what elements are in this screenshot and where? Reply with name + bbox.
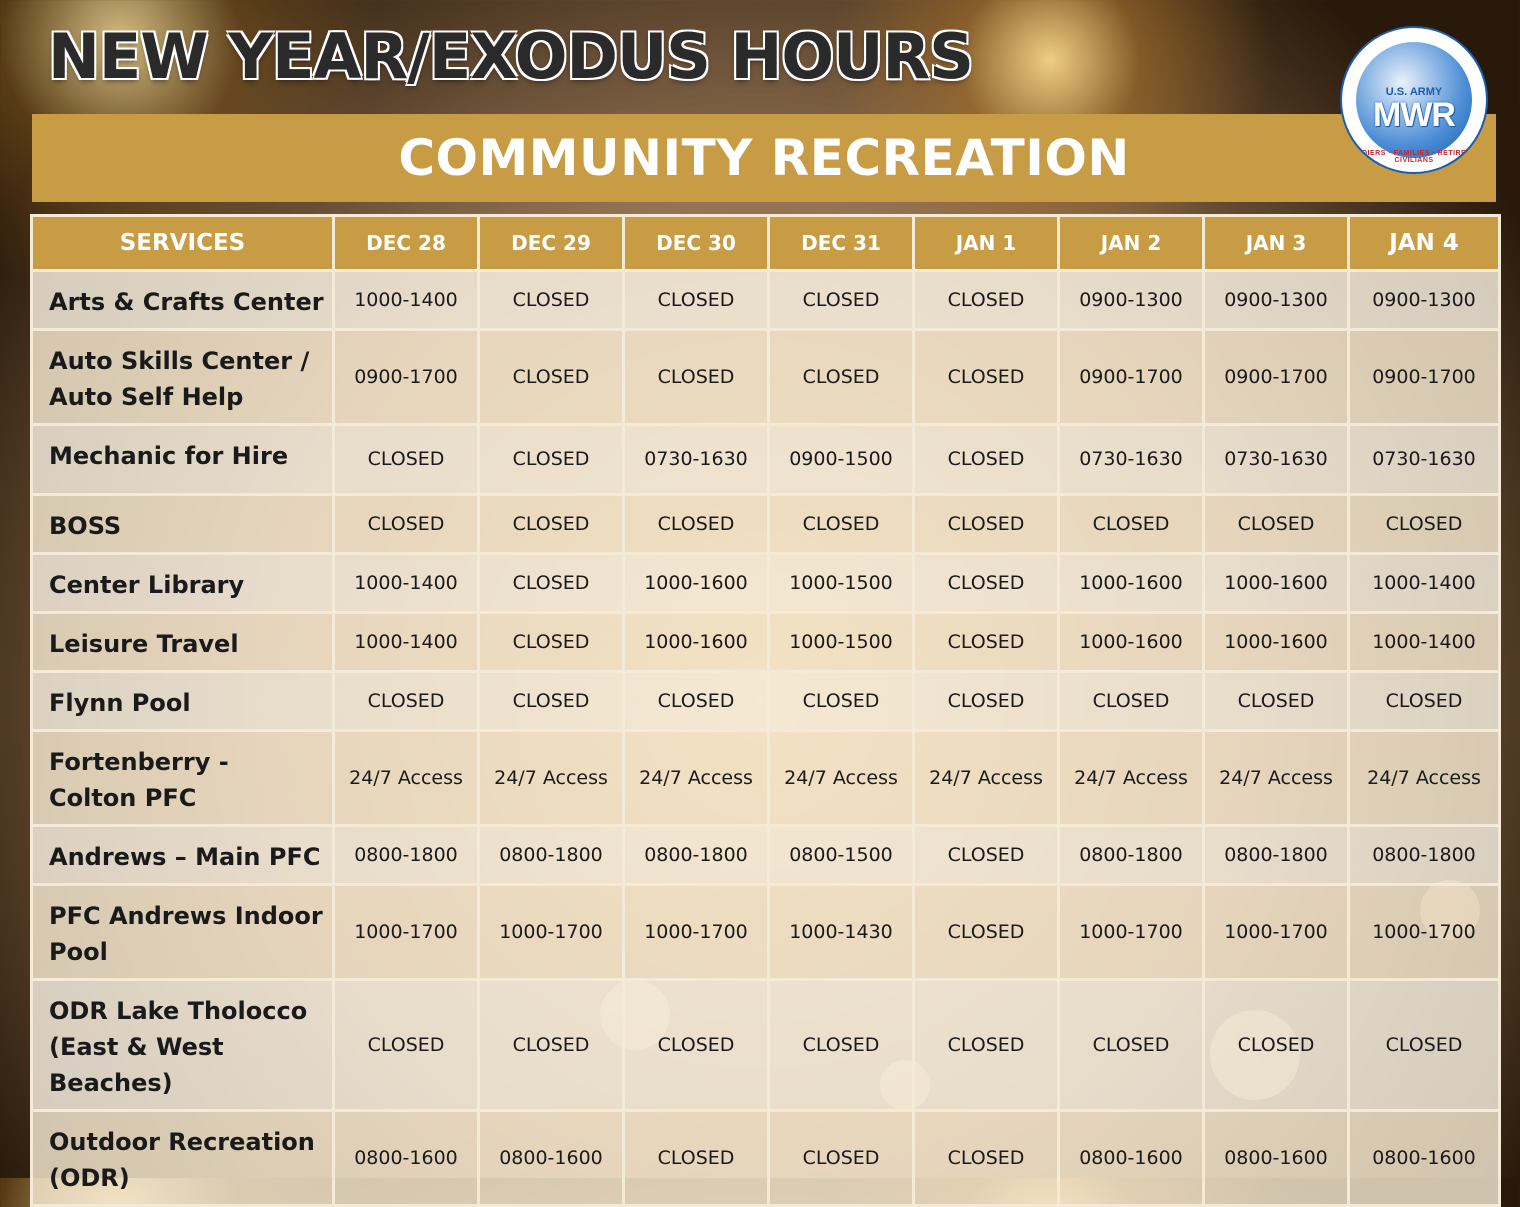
section-title: COMMUNITY RECREATION <box>398 129 1130 187</box>
hours-table <box>30 214 1501 1207</box>
hours-cell: 1000-1400 <box>334 271 479 330</box>
column-header-date: JAN 1 <box>914 216 1059 271</box>
table-body <box>32 271 1500 1206</box>
hours-cell: CLOSED <box>769 271 914 330</box>
page-title: NEW YEAR/EXODUS HOURS <box>48 20 973 93</box>
hours-cell: 0800-1800 <box>1059 826 1204 885</box>
hours-cell: 1000-1600 <box>624 613 769 672</box>
hours-cell: 1000-1700 <box>1204 885 1349 980</box>
hours-cell: CLOSED <box>479 554 624 613</box>
hours-cell: CLOSED <box>624 1111 769 1206</box>
hours-cell: 1000-1430 <box>769 885 914 980</box>
logo-top-text: U.S. ARMY <box>1385 86 1443 98</box>
hours-cell: 0900-1700 <box>1059 330 1204 425</box>
column-header-services: SERVICES <box>32 216 334 271</box>
column-header-date: DEC 30 <box>624 216 769 271</box>
hours-cell: 24/7 Access <box>914 731 1059 826</box>
hours-cell: 1000-1600 <box>1059 613 1204 672</box>
hours-cell: CLOSED <box>479 672 624 731</box>
hours-cell: CLOSED <box>479 425 624 495</box>
hours-cell: CLOSED <box>334 672 479 731</box>
hours-cell: 24/7 Access <box>479 731 624 826</box>
hours-cell: 24/7 Access <box>1204 731 1349 826</box>
service-name: Auto Skills Center / Auto Self Help <box>32 330 334 425</box>
service-name: Center Library <box>32 554 334 613</box>
column-header-date: DEC 28 <box>334 216 479 271</box>
hours-cell: CLOSED <box>334 425 479 495</box>
hours-cell: 1000-1400 <box>1349 613 1500 672</box>
hours-cell: 0900-1700 <box>1349 330 1500 425</box>
hours-cell: CLOSED <box>1204 672 1349 731</box>
hours-cell: 1000-1400 <box>1349 554 1500 613</box>
hours-cell: CLOSED <box>1204 980 1349 1111</box>
table-row <box>32 425 1500 495</box>
hours-cell: 0900-1700 <box>1204 330 1349 425</box>
hours-cell: CLOSED <box>1059 495 1204 554</box>
service-name: Outdoor Recreation (ODR) <box>32 1111 334 1206</box>
service-name: Fortenberry - Colton PFC <box>32 731 334 826</box>
hours-cell: CLOSED <box>1059 672 1204 731</box>
hours-cell: 1000-1600 <box>1204 613 1349 672</box>
hours-cell: 0800-1600 <box>334 1111 479 1206</box>
hours-cell: 0900-1300 <box>1204 271 1349 330</box>
hours-cell: CLOSED <box>1204 495 1349 554</box>
service-name: Leisure Travel <box>32 613 334 672</box>
hours-cell: CLOSED <box>769 1111 914 1206</box>
hours-cell: CLOSED <box>769 330 914 425</box>
hours-cell: CLOSED <box>479 980 624 1111</box>
hours-cell: CLOSED <box>334 980 479 1111</box>
hours-cell: CLOSED <box>1349 672 1500 731</box>
table-row <box>32 613 1500 672</box>
hours-cell: CLOSED <box>914 330 1059 425</box>
service-name: PFC Andrews Indoor Pool <box>32 885 334 980</box>
hours-cell: 1000-1400 <box>334 613 479 672</box>
hours-cell: CLOSED <box>624 495 769 554</box>
column-header-date: DEC 31 <box>769 216 914 271</box>
hours-cell: 0800-1600 <box>1204 1111 1349 1206</box>
hours-cell: 0800-1800 <box>479 826 624 885</box>
hours-cell: CLOSED <box>1059 980 1204 1111</box>
hours-cell: CLOSED <box>479 613 624 672</box>
table-row <box>32 554 1500 613</box>
hours-cell: 1000-1700 <box>479 885 624 980</box>
hours-cell: 24/7 Access <box>334 731 479 826</box>
column-header-date: JAN 2 <box>1059 216 1204 271</box>
hours-cell: CLOSED <box>914 271 1059 330</box>
hours-cell: CLOSED <box>914 425 1059 495</box>
hours-cell: CLOSED <box>914 495 1059 554</box>
hours-cell: 0730-1630 <box>624 425 769 495</box>
hours-cell: 1000-1500 <box>769 554 914 613</box>
army-mwr-logo <box>1340 26 1488 174</box>
table-row <box>32 885 1500 980</box>
column-header-date: JAN 4 <box>1349 216 1500 271</box>
hours-cell: CLOSED <box>769 980 914 1111</box>
hours-cell: 0800-1600 <box>1059 1111 1204 1206</box>
hours-cell: 0730-1630 <box>1059 425 1204 495</box>
hours-cell: CLOSED <box>624 271 769 330</box>
service-name: Andrews – Main PFC <box>32 826 334 885</box>
hours-cell: 0730-1630 <box>1349 425 1500 495</box>
hours-cell: 0900-1700 <box>334 330 479 425</box>
table-row <box>32 980 1500 1111</box>
hours-cell: 1000-1700 <box>334 885 479 980</box>
hours-cell: CLOSED <box>914 826 1059 885</box>
hours-cell: 1000-1700 <box>1349 885 1500 980</box>
hours-cell: 0800-1600 <box>1349 1111 1500 1206</box>
hours-cell: 0800-1600 <box>479 1111 624 1206</box>
service-name: Arts & Crafts Center <box>32 271 334 330</box>
hours-cell: 0800-1800 <box>624 826 769 885</box>
table-row <box>32 826 1500 885</box>
table-row <box>32 1111 1500 1206</box>
hours-cell: CLOSED <box>624 980 769 1111</box>
hours-cell: 1000-1600 <box>624 554 769 613</box>
hours-cell: CLOSED <box>914 672 1059 731</box>
hours-cell: CLOSED <box>334 495 479 554</box>
hours-cell: 24/7 Access <box>624 731 769 826</box>
hours-cell: 0800-1500 <box>769 826 914 885</box>
hours-cell: CLOSED <box>769 495 914 554</box>
hours-cell: 0900-1500 <box>769 425 914 495</box>
hours-cell: 1000-1600 <box>1059 554 1204 613</box>
hours-cell: CLOSED <box>479 271 624 330</box>
hours-cell: 1000-1400 <box>334 554 479 613</box>
hours-cell: 1000-1700 <box>624 885 769 980</box>
hours-cell: 0800-1800 <box>1349 826 1500 885</box>
hours-cell: 1000-1700 <box>1059 885 1204 980</box>
hours-cell: 24/7 Access <box>1349 731 1500 826</box>
table-row <box>32 330 1500 425</box>
table-row <box>32 731 1500 826</box>
hours-cell: 1000-1500 <box>769 613 914 672</box>
logo-ring-text: SOLDIERS · FAMILIES · RETIREES · CIVILIANS <box>1346 150 1482 164</box>
section-banner <box>32 114 1496 202</box>
hours-cell: CLOSED <box>914 980 1059 1111</box>
hours-cell: 24/7 Access <box>769 731 914 826</box>
hours-cell: 0900-1300 <box>1349 271 1500 330</box>
hours-cell: 24/7 Access <box>1059 731 1204 826</box>
hours-cell: CLOSED <box>624 672 769 731</box>
column-header-date: DEC 29 <box>479 216 624 271</box>
hours-cell: 0730-1630 <box>1204 425 1349 495</box>
table-row <box>32 271 1500 330</box>
hours-cell: CLOSED <box>479 330 624 425</box>
hours-cell: CLOSED <box>1349 980 1500 1111</box>
hours-cell: CLOSED <box>769 672 914 731</box>
service-name: ODR Lake Tholocco (East & West Beaches) <box>32 980 334 1111</box>
service-name: Flynn Pool <box>32 672 334 731</box>
hours-cell: CLOSED <box>624 330 769 425</box>
service-name: BOSS <box>32 495 334 554</box>
table-row <box>32 495 1500 554</box>
hours-cell: 0800-1800 <box>1204 826 1349 885</box>
hours-cell: CLOSED <box>914 885 1059 980</box>
table-row <box>32 672 1500 731</box>
service-name: Mechanic for Hire <box>32 425 334 495</box>
hours-cell: CLOSED <box>479 495 624 554</box>
hours-cell: 0800-1800 <box>334 826 479 885</box>
hours-cell: 0900-1300 <box>1059 271 1204 330</box>
hours-cell: CLOSED <box>914 1111 1059 1206</box>
logo-name: MWR <box>1373 96 1455 134</box>
header-row <box>32 216 1500 271</box>
hours-cell: CLOSED <box>914 554 1059 613</box>
hours-cell: 1000-1600 <box>1204 554 1349 613</box>
column-header-date: JAN 3 <box>1204 216 1349 271</box>
hours-cell: CLOSED <box>1349 495 1500 554</box>
hours-cell: CLOSED <box>914 613 1059 672</box>
